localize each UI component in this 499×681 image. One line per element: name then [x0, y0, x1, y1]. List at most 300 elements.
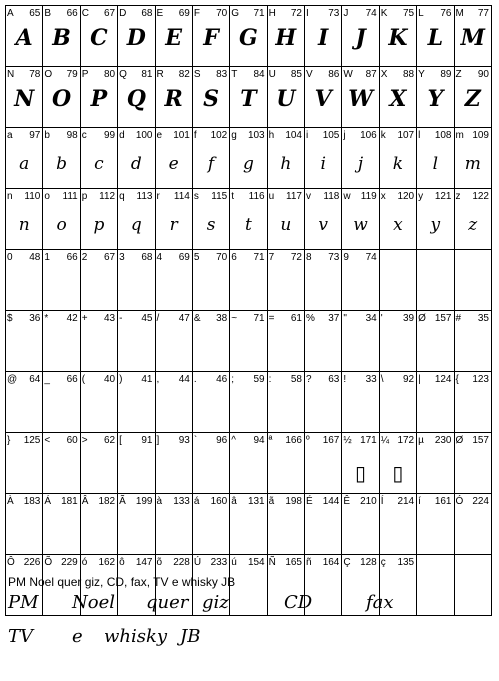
glyph-cell	[155, 433, 192, 494]
character-label: M	[455, 8, 464, 19]
sample-word: whisky	[104, 626, 168, 647]
cell-header	[82, 69, 115, 81]
character-code: 183	[23, 496, 41, 507]
cell-header	[231, 374, 264, 386]
cell-header	[306, 69, 339, 81]
cell-header	[231, 435, 264, 447]
cell-header	[194, 374, 227, 386]
glyph-cell	[155, 250, 192, 311]
glyph-cell	[80, 189, 117, 250]
glyph-cell	[454, 494, 492, 555]
character-code: 147	[135, 557, 153, 568]
glyph-preview: E	[165, 25, 183, 51]
character-code: 162	[98, 557, 116, 568]
glyph-cell	[267, 494, 304, 555]
character-label: b	[44, 130, 50, 141]
glyph-cell	[43, 189, 80, 250]
glyph-cell	[379, 67, 416, 128]
cell-header	[157, 69, 190, 81]
character-label: P	[81, 69, 89, 80]
character-code: 66	[66, 252, 78, 263]
cell-header	[381, 557, 414, 569]
cell-header	[456, 191, 490, 203]
glyph-cell	[379, 494, 416, 555]
glyph-cell	[230, 6, 267, 67]
cell-header	[269, 374, 302, 386]
character-code: 43	[104, 313, 116, 324]
character-code: 230	[434, 435, 452, 446]
grid-row	[6, 128, 492, 189]
glyph-cell	[118, 433, 155, 494]
glyph-cell	[43, 494, 80, 555]
glyph-cell	[454, 372, 492, 433]
sample-word: TV	[8, 626, 34, 647]
character-label: V	[306, 69, 313, 80]
glyph-cell	[155, 6, 192, 67]
character-label: õ	[156, 557, 163, 568]
missing-glyph-box: ▯	[355, 461, 367, 485]
glyph-cell	[155, 128, 192, 189]
cell-header	[343, 69, 376, 81]
cell-header	[306, 130, 339, 142]
glyph-cell	[417, 372, 454, 433]
character-label: 4	[156, 252, 163, 263]
cell-header	[82, 313, 115, 325]
glyph-cell	[305, 494, 342, 555]
cell-header	[456, 130, 490, 142]
character-code: 105	[322, 130, 340, 141]
cell-header	[7, 8, 40, 20]
glyph-preview: p	[93, 215, 105, 235]
character-code: 199	[135, 496, 153, 507]
glyph-cell	[230, 128, 267, 189]
character-label: B	[44, 8, 52, 19]
glyph-cell	[230, 372, 267, 433]
cell-header	[456, 313, 490, 325]
character-code: 108	[434, 130, 452, 141]
character-label: <	[44, 435, 51, 446]
cell-header	[269, 252, 302, 264]
character-code: 34	[365, 313, 377, 324]
character-label: â	[231, 496, 237, 507]
character-code: 81	[141, 69, 153, 80]
cell-header	[231, 191, 264, 203]
character-label: [	[119, 435, 122, 446]
glyph-cell	[6, 250, 43, 311]
cell-header	[194, 69, 227, 81]
glyph-preview: P	[90, 86, 108, 112]
glyph-cell	[192, 433, 229, 494]
cell-header	[306, 8, 339, 20]
character-code: 228	[173, 557, 190, 568]
cell-header	[7, 313, 40, 325]
character-code: 123	[472, 374, 489, 385]
sample-word: e	[72, 626, 83, 647]
character-label: A	[7, 8, 14, 19]
cell-header	[269, 191, 302, 203]
cell-header	[194, 313, 227, 325]
character-code: 118	[323, 191, 340, 202]
glyph-cell	[155, 494, 192, 555]
glyph-preview: Y	[427, 86, 444, 112]
character-code: 122	[472, 191, 489, 202]
glyph-cell	[80, 372, 117, 433]
glyph-preview: F	[203, 25, 219, 51]
character-label: m	[455, 130, 464, 141]
glyph-preview: q	[130, 215, 142, 235]
cell-header	[157, 313, 190, 325]
glyph-cell	[454, 433, 492, 494]
cell-header	[7, 435, 40, 447]
cell-header	[306, 313, 339, 325]
character-label: e	[156, 130, 163, 141]
character-code: 46	[216, 374, 228, 385]
glyph-cell	[192, 6, 229, 67]
character-code: 109	[472, 130, 489, 141]
character-label: `	[193, 435, 198, 446]
cell-header	[381, 130, 414, 142]
glyph-preview: y	[430, 215, 441, 235]
cell-header	[82, 130, 115, 142]
character-label: K	[380, 8, 388, 19]
glyph-preview: d	[130, 154, 142, 174]
glyph-cell	[192, 189, 229, 250]
glyph-cell	[342, 250, 379, 311]
character-label: j	[343, 130, 346, 141]
cell-header	[306, 496, 339, 508]
cell-header	[119, 69, 152, 81]
glyph-cell	[118, 250, 155, 311]
character-code: 70	[216, 8, 228, 19]
glyph-preview: M	[460, 25, 485, 51]
glyph-preview: V	[314, 86, 332, 112]
glyph-preview: r	[169, 215, 178, 235]
glyph-preview: K	[388, 25, 408, 51]
character-label: =	[268, 313, 275, 324]
glyph-cell	[230, 250, 267, 311]
cell-header	[7, 191, 40, 203]
glyph-cell	[454, 128, 492, 189]
glyph-cell	[342, 494, 379, 555]
cell-header	[44, 69, 77, 81]
glyph-cell	[6, 67, 43, 128]
cell-header	[194, 557, 227, 569]
character-code: 82	[178, 69, 190, 80]
glyph-cell	[80, 311, 117, 372]
glyph-preview: A	[15, 25, 33, 51]
cell-header	[7, 496, 40, 508]
character-code: 89	[440, 69, 452, 80]
character-label: W	[343, 69, 353, 80]
character-code: 66	[66, 8, 78, 19]
character-label: ,	[156, 374, 160, 385]
character-code: 73	[328, 8, 340, 19]
glyph-preview: G	[239, 25, 258, 51]
cell-header	[306, 374, 339, 386]
character-code: 36	[29, 313, 41, 324]
character-label: Ø	[418, 313, 426, 324]
glyph-cell	[192, 494, 229, 555]
character-code: 38	[216, 313, 228, 324]
cell-header	[119, 557, 152, 569]
character-code: 182	[98, 496, 116, 507]
character-label: H	[268, 8, 276, 19]
glyph-cell	[454, 189, 492, 250]
cell-header	[44, 557, 77, 569]
character-label: |	[418, 374, 421, 385]
sample-word: fax	[366, 592, 394, 613]
cell-header	[381, 313, 414, 325]
character-label: >	[81, 435, 88, 446]
glyph-preview: Z	[464, 86, 481, 112]
glyph-cell	[342, 128, 379, 189]
character-label: z	[455, 191, 461, 202]
cell-header	[343, 557, 376, 569]
glyph-preview: N	[14, 86, 35, 112]
character-label: D	[119, 8, 127, 19]
glyph-cell	[417, 494, 454, 555]
glyph-cell	[454, 250, 492, 311]
glyph-cell	[230, 67, 267, 128]
glyph-cell	[342, 311, 379, 372]
character-code: 214	[397, 496, 415, 507]
cell-header	[381, 8, 414, 20]
character-label: /	[156, 313, 160, 324]
sample-word: giz	[202, 592, 229, 613]
glyph-cell	[417, 67, 454, 128]
glyph-cell	[6, 494, 43, 555]
cell-header	[82, 374, 115, 386]
character-code: 110	[24, 191, 41, 202]
character-map-body	[6, 6, 492, 616]
character-code: 96	[216, 435, 228, 446]
character-label: ª	[268, 435, 273, 446]
glyph-cell	[342, 6, 379, 67]
character-code: 33	[365, 374, 377, 385]
cell-header	[157, 374, 190, 386]
glyph-cell	[379, 250, 416, 311]
character-label: í	[418, 496, 421, 507]
character-label: %	[306, 313, 315, 324]
glyph-cell	[6, 6, 43, 67]
character-label: *	[44, 313, 49, 324]
glyph-cell	[192, 311, 229, 372]
glyph-preview: b	[56, 154, 67, 174]
character-label: ;	[231, 374, 235, 385]
character-label: _	[44, 374, 50, 385]
grid-row	[6, 311, 492, 372]
glyph-preview: g	[242, 154, 254, 174]
cell-header	[44, 130, 77, 142]
character-code: 99	[104, 130, 116, 141]
character-label: Ê	[343, 496, 351, 507]
glyph-preview: I	[318, 25, 329, 51]
character-label: Y	[418, 69, 425, 80]
glyph-preview: U	[276, 86, 296, 112]
character-code: 165	[285, 557, 302, 568]
glyph-cell	[118, 67, 155, 128]
cell-header	[44, 191, 77, 203]
character-code: 75	[403, 8, 415, 19]
cell-header	[269, 130, 302, 142]
glyph-preview: n	[18, 215, 30, 235]
character-code: 133	[173, 496, 190, 507]
character-label: i	[306, 130, 309, 141]
glyph-cell	[230, 494, 267, 555]
character-label: &	[193, 313, 201, 324]
cell-header	[157, 557, 190, 569]
character-code: 61	[290, 313, 302, 324]
character-code: 160	[210, 496, 228, 507]
cell-header	[7, 374, 40, 386]
sample-word: CD	[284, 592, 313, 613]
cell-header	[194, 130, 227, 142]
character-code: 71	[253, 252, 265, 263]
character-label: U	[268, 69, 276, 80]
glyph-cell	[6, 311, 43, 372]
sample-caption: PM Noel quer giz, CD, fax, TV e whisky JB	[8, 575, 236, 589]
character-label: k	[380, 130, 386, 141]
cell-header	[269, 496, 302, 508]
character-label: ã	[268, 496, 275, 507]
glyph-cell	[80, 128, 117, 189]
character-label: à	[156, 496, 163, 507]
cell-header	[194, 8, 227, 20]
cell-header	[157, 130, 190, 142]
character-label: ^	[231, 435, 236, 446]
cell-header	[456, 435, 490, 447]
character-code: 71	[253, 313, 265, 324]
character-label: g	[231, 130, 237, 141]
character-label: -	[119, 313, 123, 324]
glyph-preview: T	[240, 86, 257, 112]
character-code: 45	[141, 313, 153, 324]
cell-header	[231, 69, 264, 81]
glyph-preview: l	[432, 154, 439, 174]
cell-header	[119, 313, 152, 325]
grid-row	[6, 6, 492, 67]
character-label: á	[193, 496, 200, 507]
character-code: 93	[178, 435, 190, 446]
cell-header	[381, 374, 414, 386]
grid-row	[6, 433, 492, 494]
character-code: 76	[440, 8, 452, 19]
glyph-cell	[155, 311, 192, 372]
glyph-cell	[267, 372, 304, 433]
character-code: 167	[322, 435, 340, 446]
character-label: Ô	[7, 557, 15, 568]
cell-header	[269, 557, 302, 569]
glyph-cell	[43, 6, 80, 67]
character-code: 224	[472, 496, 489, 507]
character-code: 103	[247, 130, 265, 141]
character-code: 80	[104, 69, 116, 80]
sample-text-line-1	[8, 588, 488, 618]
cell-header	[418, 374, 451, 386]
character-code: 113	[136, 191, 153, 202]
character-label: ç	[380, 557, 386, 568]
glyph-cell	[267, 189, 304, 250]
character-code: 87	[365, 69, 377, 80]
glyph-preview: s	[206, 215, 216, 235]
character-label: Í	[380, 496, 384, 507]
glyph-cell	[118, 6, 155, 67]
character-label: 5	[193, 252, 200, 263]
glyph-preview: c	[94, 154, 104, 174]
character-code: 181	[61, 496, 78, 507]
character-code: 119	[360, 191, 377, 202]
cell-header	[157, 435, 190, 447]
glyph-preview: R	[164, 86, 183, 112]
character-code: 41	[141, 374, 153, 385]
cell-header	[456, 374, 490, 386]
character-code: 84	[253, 69, 265, 80]
cell-header	[44, 435, 77, 447]
character-code: 91	[141, 435, 153, 446]
glyph-cell	[155, 372, 192, 433]
cell-header	[194, 252, 227, 264]
character-label: n	[7, 191, 13, 202]
glyph-cell	[267, 433, 304, 494]
glyph-cell	[305, 128, 342, 189]
character-label: {	[455, 374, 459, 385]
character-label: ¼	[380, 435, 390, 446]
character-code: 58	[290, 374, 302, 385]
glyph-preview: H	[275, 25, 297, 51]
cell-header	[119, 496, 152, 508]
character-label: ô	[119, 557, 125, 568]
sample-text-line-2	[8, 622, 488, 652]
glyph-cell	[417, 250, 454, 311]
grid-row	[6, 189, 492, 250]
character-code: 77	[477, 8, 489, 19]
cell-header	[418, 8, 451, 20]
cell-header	[343, 496, 376, 508]
glyph-preview: z	[468, 215, 478, 235]
glyph-cell	[6, 433, 43, 494]
character-code: 48	[29, 252, 41, 263]
glyph-preview: S	[203, 86, 219, 112]
character-label: Õ	[44, 557, 53, 568]
glyph-cell	[379, 311, 416, 372]
character-code: 68	[141, 252, 153, 263]
cell-header	[418, 496, 451, 508]
cell-header	[231, 557, 264, 569]
cell-header	[343, 191, 376, 203]
character-label: f	[193, 130, 197, 141]
cell-header	[456, 557, 490, 569]
character-code: 88	[403, 69, 415, 80]
character-code: 135	[397, 557, 415, 568]
character-label: y	[418, 191, 424, 202]
character-label: Ç	[343, 557, 351, 568]
character-label: o	[44, 191, 50, 202]
character-code: 101	[173, 130, 190, 141]
character-code: 72	[290, 8, 302, 19]
character-code: 120	[397, 191, 415, 202]
character-code: 63	[328, 374, 340, 385]
character-label: º	[306, 435, 310, 446]
cell-header	[269, 8, 302, 20]
character-label: G	[231, 8, 240, 19]
glyph-cell	[118, 189, 155, 250]
cell-header	[306, 191, 339, 203]
character-label: Ø	[455, 435, 464, 446]
glyph-cell	[80, 67, 117, 128]
cell-header	[456, 252, 490, 264]
glyph-cell	[342, 372, 379, 433]
character-label: É	[306, 496, 313, 507]
